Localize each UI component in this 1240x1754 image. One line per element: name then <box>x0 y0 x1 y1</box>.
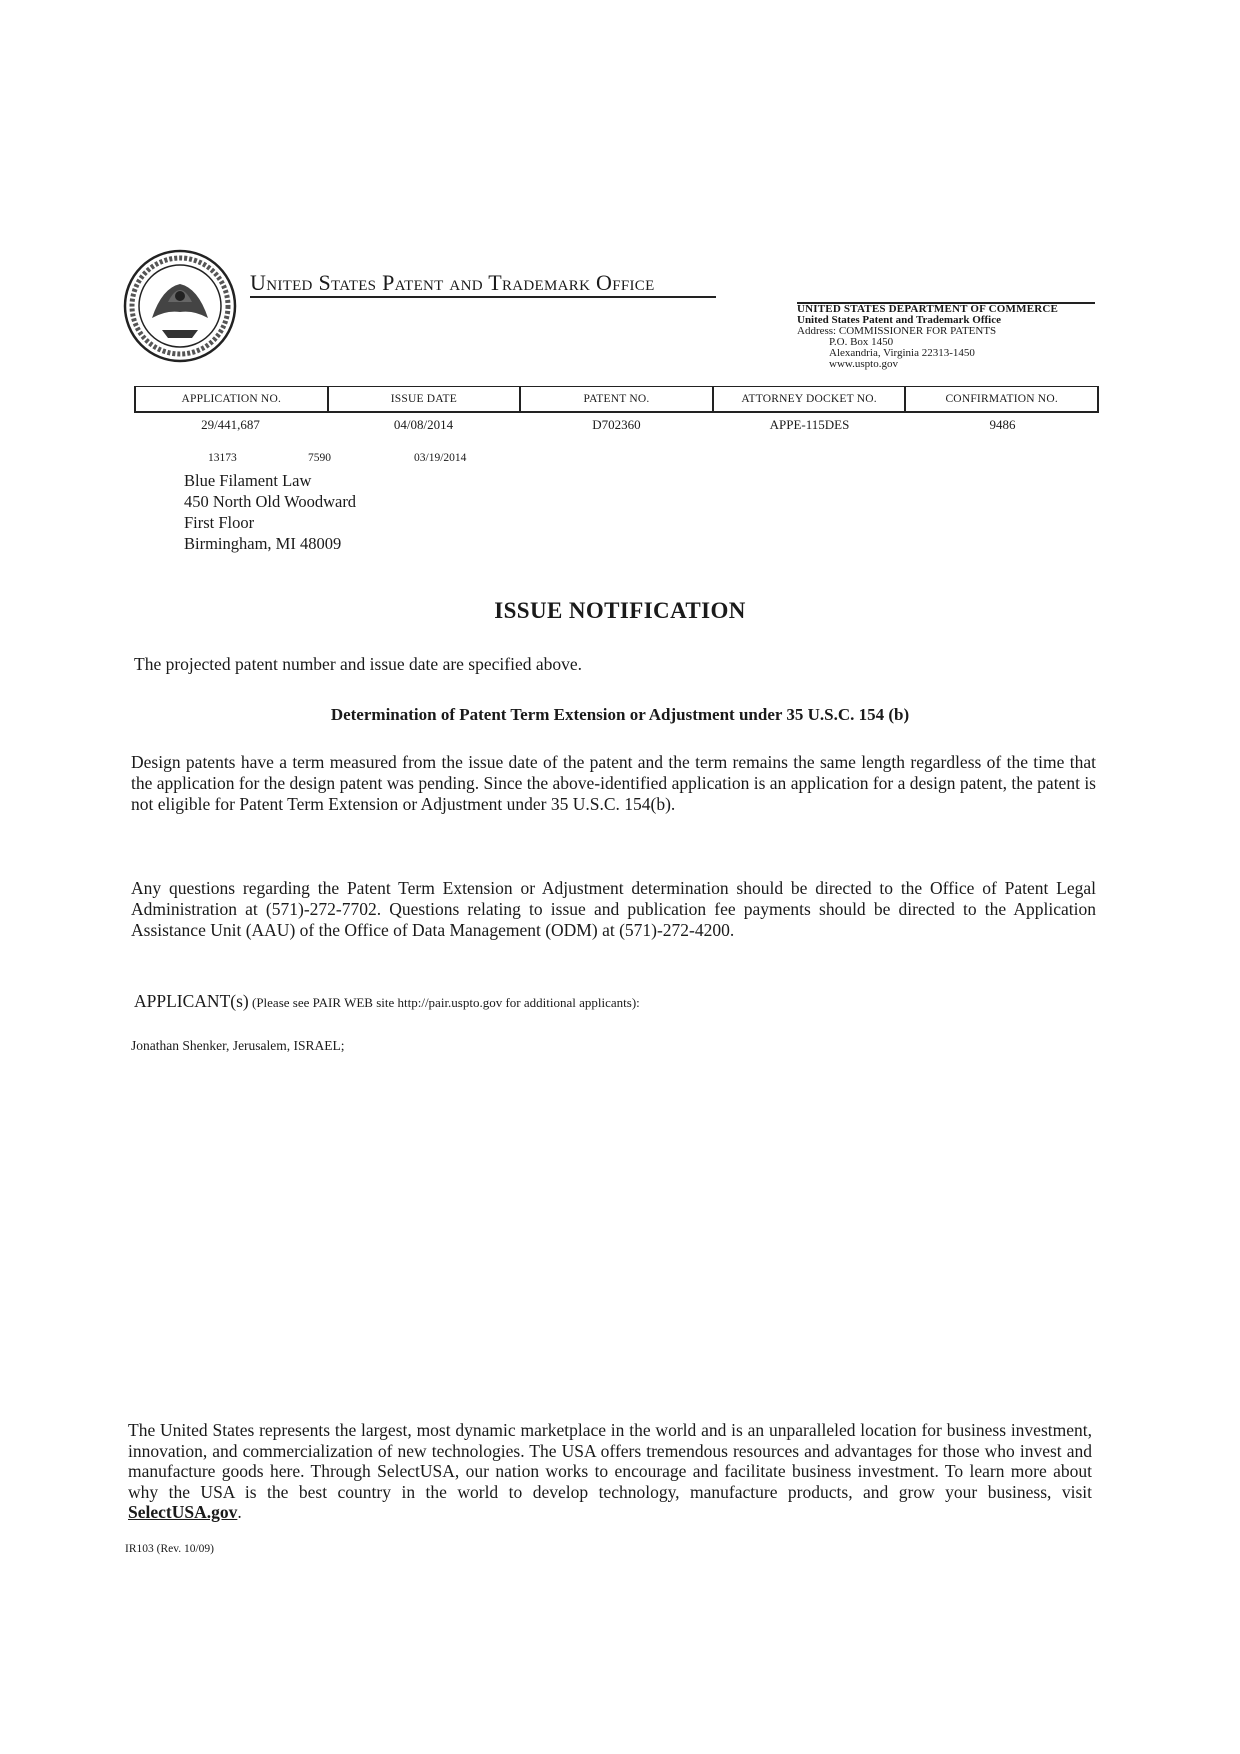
department-address-block <box>797 304 1058 370</box>
address-label: Address: <box>797 325 837 337</box>
addressee-line: First Floor <box>184 513 255 532</box>
patent-no: D702360 <box>592 417 641 432</box>
issue-date: 04/08/2014 <box>393 417 454 432</box>
addressee-line: Birmingham, MI 48009 <box>184 534 342 553</box>
address-web: www.uspto.gov <box>829 358 898 370</box>
header-attorney-docket-no: ATTORNEY DOCKET NO. <box>714 387 907 411</box>
applicant-name: Jonathan Shenker, Jerusalem, ISRAEL; <box>131 1038 345 1053</box>
header-patent-no: PATENT NO. <box>521 387 714 411</box>
applicant-line <box>134 991 640 1012</box>
applicant-label: APPLICANT(s) <box>134 991 249 1011</box>
questions-paragraph: Any questions regarding the Patent Term Extension or Adjustment determination should be directed to the Office of Patent Legal Administration at (571)-272-7702. Questions relating to issue and publication fee payments should be directed to the Application Assistance Unit (AAU) of the Office of Data Management (ODM) at (571)-272-4200. <box>131 878 1096 940</box>
selectusa-end: . <box>237 1502 242 1522</box>
header-application-no: APPLICATION NO. <box>136 387 329 411</box>
department-name: UNITED STATES DEPARTMENT OF COMMERCE <box>797 303 1059 315</box>
addressee-line: Blue Filament Law <box>184 471 312 490</box>
form-code: IR103 (Rev. 10/09) <box>125 1543 215 1555</box>
uspto-seal-icon <box>122 248 238 364</box>
header-issue-date: ISSUE DATE <box>329 387 522 411</box>
header-confirmation-no: CONFIRMATION NO. <box>945 393 1058 405</box>
attorney-docket-no: APPE-115DES <box>769 417 850 432</box>
mail-code-1: 13173 <box>208 452 237 464</box>
page-title: ISSUE NOTIFICATION <box>494 598 746 623</box>
applicant-note: (Please see PAIR WEB site http://pair.uspto.gov for additional applicants): <box>248 995 640 1010</box>
table-row <box>134 413 1099 437</box>
table-header-row <box>134 386 1099 413</box>
selectusa-link[interactable]: SelectUSA.gov <box>128 1502 238 1522</box>
selectusa-paragraph <box>128 1420 1092 1523</box>
selectusa-text: The United States represents the largest, most dynamic marketplace in the world and is an unparalleled location for business investment, innovation, and commercialization of new technologies. The USA offers tremendous resources and advantages for those who invest and manufacture goods here. Through SelectUSA, our nation works to encourage and facilitate business investment. To learn more about why the USA is the best country in the world to develop technology, manufacture products, and grow your business, visit <box>128 1420 1092 1502</box>
address-city: Alexandria, Virginia 22313-1450 <box>829 347 975 359</box>
addressee-line: 450 North Old Woodward <box>184 492 357 511</box>
application-info-table <box>134 386 1099 437</box>
mail-code-date: 03/19/2014 <box>414 452 467 464</box>
address-po: P.O. Box 1450 <box>829 336 894 348</box>
address-commissioner: COMMISSIONER FOR PATENTS <box>838 325 997 337</box>
projected-line: The projected patent number and issue date are specified above. <box>134 654 583 674</box>
office-title-rule <box>250 296 716 298</box>
mail-code-2: 7590 <box>308 452 331 464</box>
determination-heading: Determination of Patent Term Extension or Adjustment under 35 U.S.C. 154 (b) <box>330 705 910 724</box>
office-title: United States Patent and Trademark Office <box>250 270 655 295</box>
department-office: United States Patent and Trademark Office <box>797 314 1001 326</box>
design-patent-paragraph: Design patents have a term measured from the issue date of the patent and the term remains the same length regardless of the time that the application for the design patent was pending. Since the above-identified application is an application for a design patent, the patent is not eligible for Patent Term Extension or Adjustment under 35 U.S.C. 154(b). <box>131 752 1096 814</box>
addressee-block <box>184 470 356 554</box>
confirmation-no: 9486 <box>989 417 1016 432</box>
application-no: 29/441,687 <box>201 417 260 432</box>
